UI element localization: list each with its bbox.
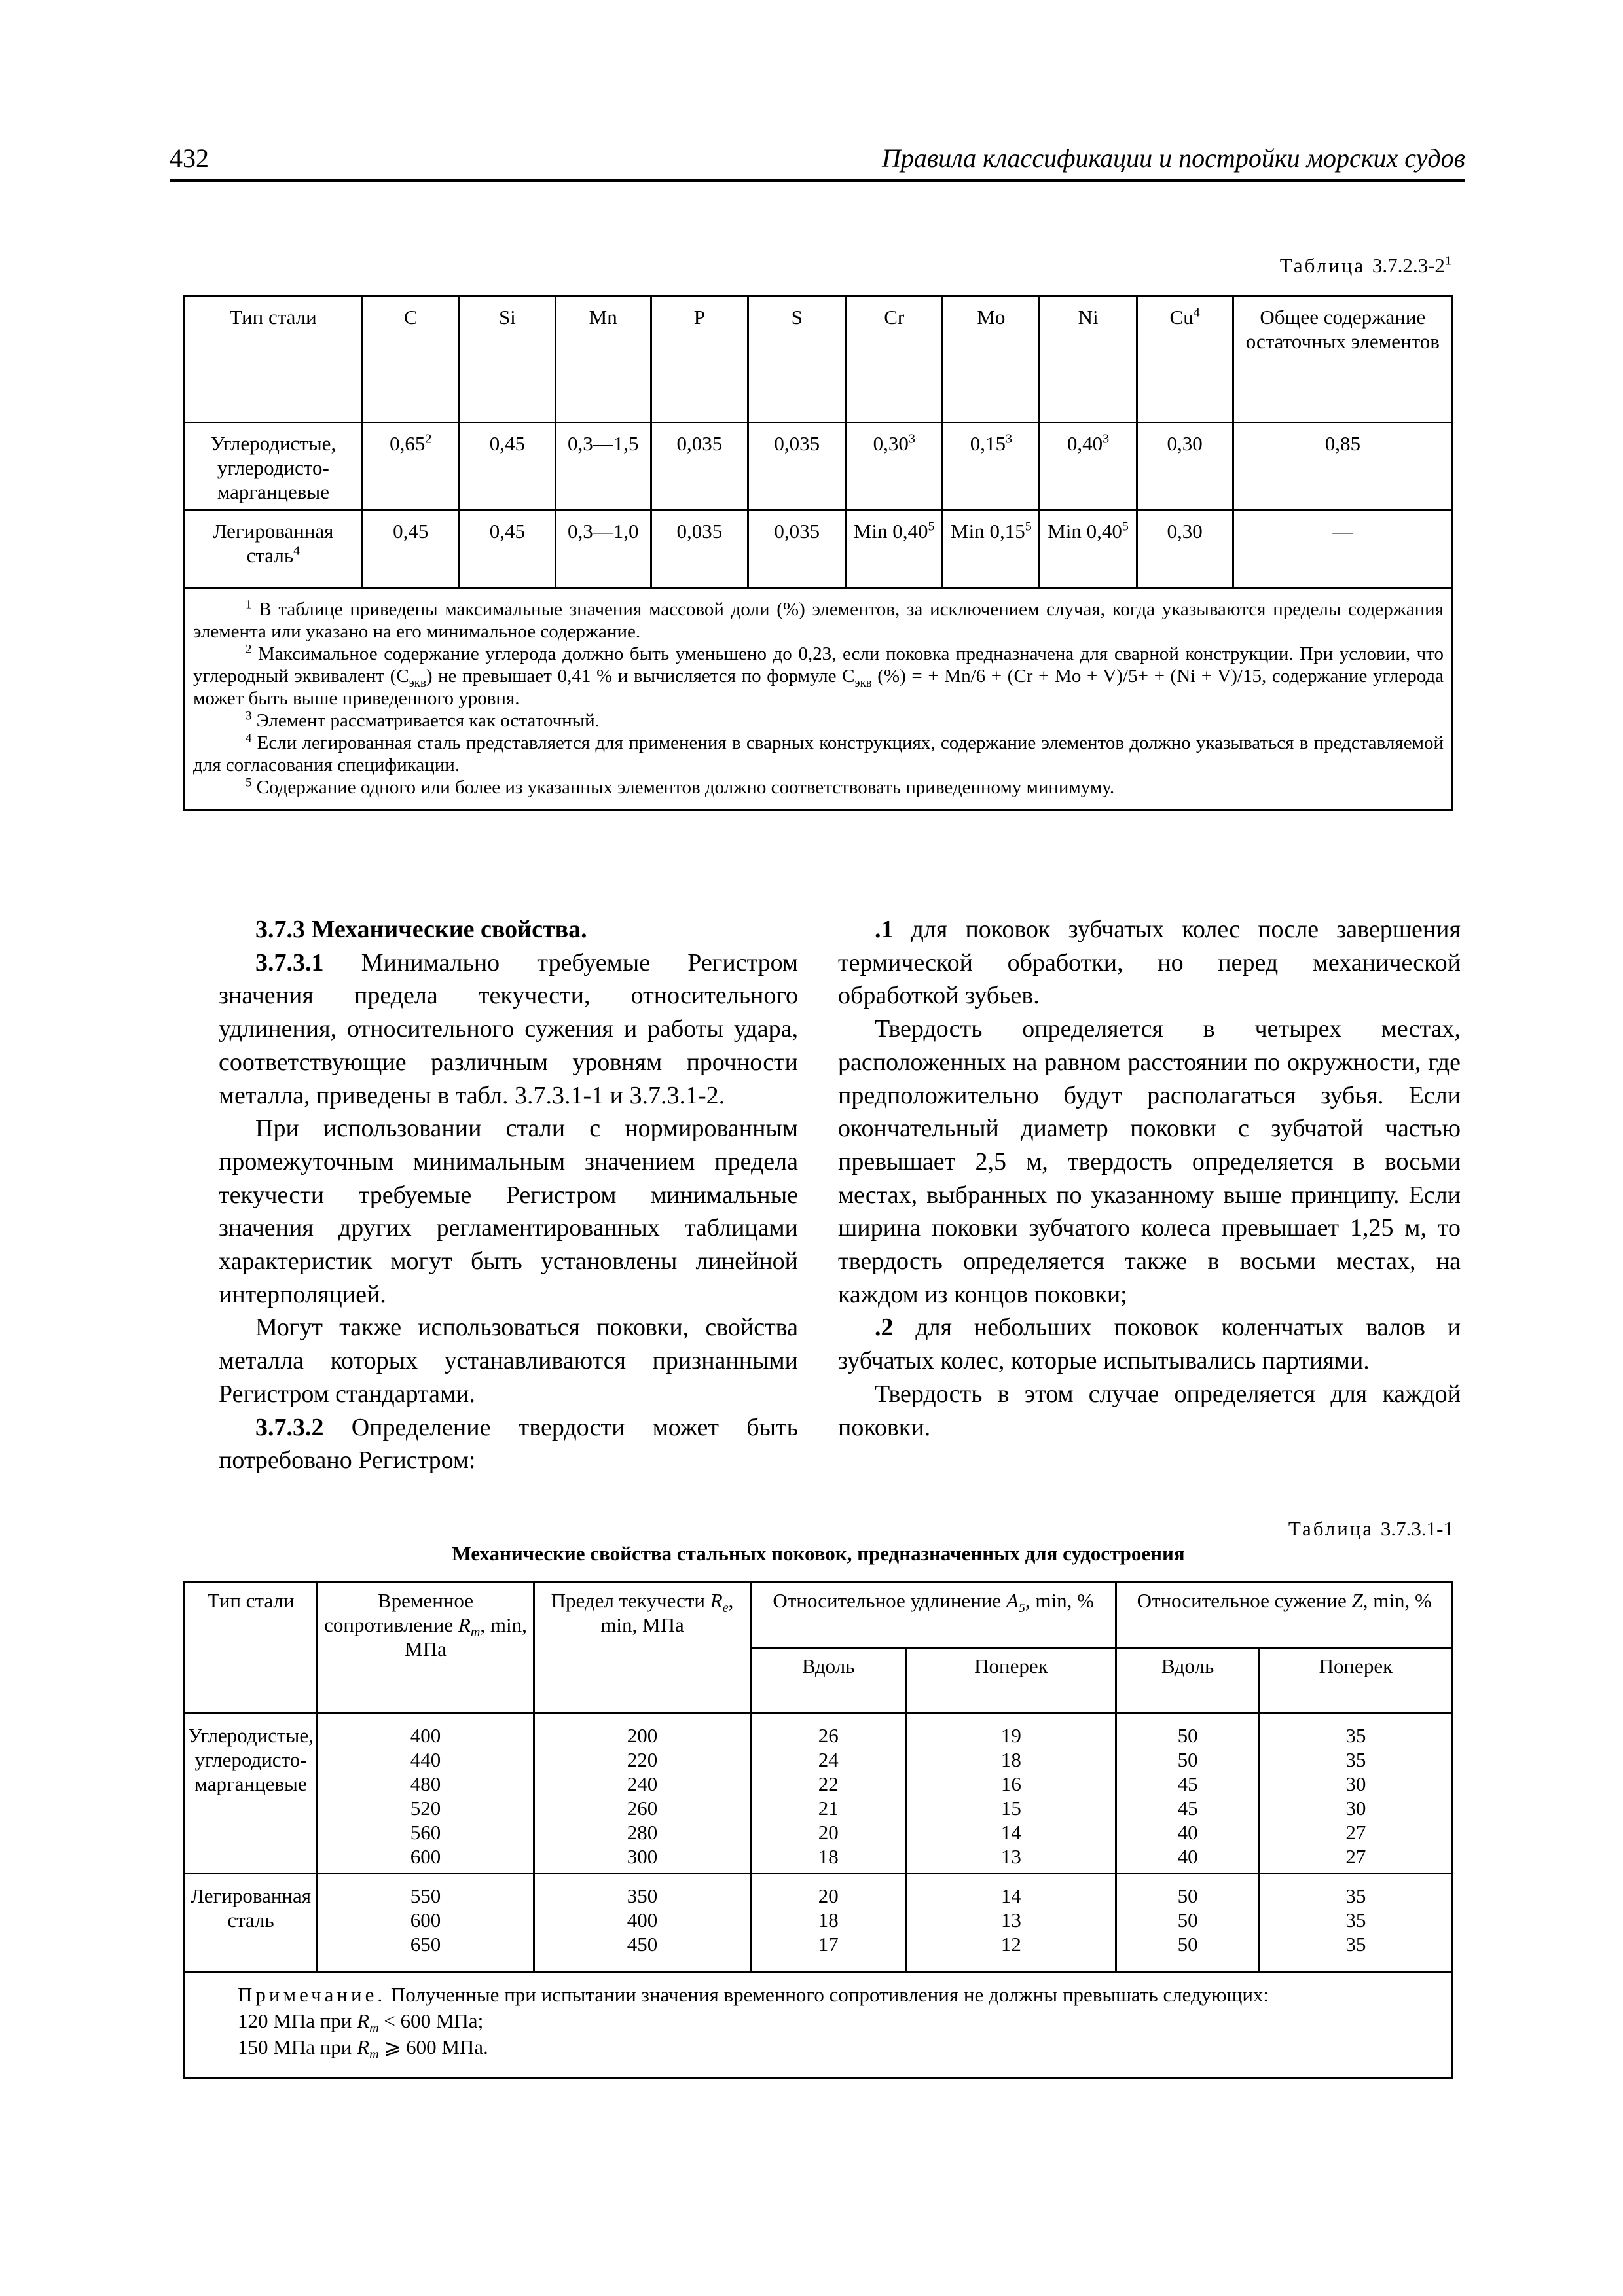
table-number: 3.7.3.1-1 — [1380, 1517, 1453, 1540]
table-cell: Углеродистые, углеродисто-марганцевые — [185, 423, 363, 511]
subscript: m — [470, 1625, 481, 1640]
table-row-group — [185, 1874, 1453, 1972]
header-z-across: Поперек — [1259, 1648, 1452, 1713]
symbol: $R_m$ — [357, 2009, 379, 2036]
column-header: Cr — [846, 296, 943, 423]
column-header: Ni — [1040, 296, 1137, 423]
cell-a5-along: 20 18 17 — [751, 1874, 906, 1972]
table-row — [185, 511, 1453, 588]
paragraph: 3.7.3.2 Определение твердости может быть потребовано Регистром: — [219, 1413, 798, 1475]
table-word: Таблица — [1279, 254, 1366, 277]
table-cell: 0,035 — [651, 423, 748, 511]
table-cell: 0,45 — [362, 511, 459, 588]
note-line: 150 МПа при $R_m$ ⩾ 600 МПа. — [238, 2036, 488, 2062]
footnote-ref: 3 — [1005, 431, 1013, 446]
header-rm: Временное сопротивление $R_m$, min, МПа — [318, 1583, 534, 1713]
paragraph-number: 3.7.3.1 — [255, 948, 324, 977]
running-title: Правила классификации и постройки морских судов — [881, 143, 1465, 173]
cell-a5-along: 26 24 22 21 20 18 — [751, 1713, 906, 1874]
subscript: m — [369, 2047, 379, 2062]
table-cell: 0,65$^2$ — [362, 423, 459, 511]
symbol: $R_e$ — [710, 1589, 729, 1616]
table-cell: — — [1233, 511, 1452, 588]
footnote-ref: 2 — [425, 431, 432, 446]
cell-type: Легированная сталь — [185, 1874, 318, 1972]
header-z-along: Вдоль — [1116, 1648, 1259, 1713]
cell-rm: 550 600 650 — [318, 1874, 534, 1972]
cell-a5-across: 14 13 12 — [906, 1874, 1116, 1972]
table2-caption: Механические свойства стальных поковок, предназначенных для судостроения — [452, 1542, 1185, 1565]
header-rule — [170, 179, 1465, 182]
cell-re: 350 400 450 — [534, 1874, 751, 1972]
table-row — [185, 423, 1453, 511]
paragraph: Могут также использоваться поковки, свойства металла которых устанавливаются признанными Регистром стандартами. — [219, 1314, 798, 1408]
symbol: $R_m$ — [357, 2036, 379, 2062]
header-a5: Относительное удлинение $A_5$, min, % — [751, 1583, 1116, 1648]
header-a5-along: Вдоль — [751, 1648, 906, 1713]
subscript: 5 — [1018, 1601, 1025, 1616]
cell-z-across: 35 35 30 30 27 27 — [1259, 1713, 1452, 1874]
table2-note — [185, 1972, 1453, 2079]
column-header: S — [748, 296, 846, 423]
table-cell: 0,40$^3$ — [1040, 423, 1137, 511]
header-a5-across: Поперек — [906, 1648, 1116, 1713]
table-cell: 0,035 — [748, 511, 846, 588]
footnote: $^5$ Содержание одного или более из указанных элементов должно соответствовать приведенному минимуму. — [246, 776, 1115, 798]
column-header: Si — [459, 296, 555, 423]
table1-label — [1280, 254, 1453, 278]
cell-a5-across: 19 18 16 15 14 13 — [906, 1713, 1116, 1874]
table-cell: 0,45 — [459, 423, 555, 511]
subscript: e — [722, 1601, 729, 1616]
text-column-right — [838, 913, 1461, 1444]
footnote-ref: 4 — [1193, 305, 1200, 320]
table-cell: 0,3—1,5 — [555, 423, 651, 511]
header-row — [185, 296, 1453, 423]
mechanical-properties-table — [183, 1581, 1453, 2079]
text-column-left — [219, 913, 798, 1477]
cell-z-along: 50 50 50 — [1116, 1874, 1259, 1972]
header-z: Относительное сужение Z, min, % — [1116, 1583, 1453, 1648]
subscript: m — [369, 2021, 379, 2036]
note-line: 120 МПа при $R_m < 600$ МПа; — [238, 2009, 484, 2036]
table-number: 3.7.2.3-2 — [1372, 254, 1445, 277]
column-header: P — [651, 296, 748, 423]
footnote-number: 4 — [246, 731, 252, 745]
paragraph: .2 для небольших поковок коленчатых валов и зубчатых колес, которые испытывались партиями. — [838, 1314, 1461, 1375]
cell-z-along: 50 50 45 45 40 40 — [1116, 1713, 1259, 1874]
footnote-number: 1 — [246, 598, 252, 612]
table-cell: 0,3—1,0 — [555, 511, 651, 588]
column-header: Тип стали — [185, 296, 363, 423]
page-number: 432 — [170, 143, 209, 173]
table-cell: 0,035 — [651, 511, 748, 588]
footnote-ref: 5 — [1122, 519, 1129, 534]
table-cell: Min 0,15$^5$ — [943, 511, 1040, 588]
column-header: Общее содержание остаточных элементов — [1233, 296, 1452, 423]
table-cell: 0,035 — [748, 423, 846, 511]
footnote-number: 3 — [246, 709, 252, 723]
symbol: $A_5$ — [1006, 1589, 1025, 1616]
header-re: Предел текучести $R_e$, min, МПа — [534, 1583, 751, 1713]
column-header: Mn — [555, 296, 651, 423]
footnote-ref: 1 — [1444, 253, 1453, 268]
footnote-ref: 3 — [1103, 431, 1110, 446]
paragraph: При использовании стали с нормированным промежуточным минимальным значением предела текучести требуемые Регистром минимальные значения других регламентированных таблицами характеристик могут быть установлены линейной интерполяцией. — [219, 1115, 798, 1308]
column-header: Cu$^4$ — [1137, 296, 1233, 423]
table-cell: 0,30 — [1137, 511, 1233, 588]
paragraph: Твердость в этом случае определяется для каждой поковки. — [838, 1380, 1461, 1441]
cell-re: 200 220 240 260 280 300 — [534, 1713, 751, 1874]
symbol: $R_m$ — [458, 1613, 481, 1640]
table-cell: 0,30 — [1137, 423, 1233, 511]
footnote: $^1$ В таблице приведены максимальные значения массовой доли (%) элементов, за исключением случая, когда указываются пределы содержания элемента или указано на его минимальное содержание. — [193, 598, 1444, 642]
symbol: Z — [1351, 1589, 1363, 1612]
footnote: $^3$ Элемент рассматривается как остаточный. — [246, 709, 600, 731]
column-header: Mo — [943, 296, 1040, 423]
paragraph-number: .1 — [875, 916, 894, 943]
table-cell: 0,85 — [1233, 423, 1452, 511]
paragraph — [219, 913, 798, 946]
paragraph-number: 3.7.3.2 — [255, 1413, 324, 1441]
footnote: $^2$ Максимальное содержание углерода должно быть уменьшено до 0,23, если поковка предназначена для сварной конструкции. При условии, что углеродный эквивалент $(C_{экв})$ не превышает 0,41 % и вычисляется по формуле $C_{экв}$ (%) = + Mn/6 + (Cr + Mo + V)/5+ + (Ni + V)/15, содержание углерода может быть выше приведенного уровня. — [193, 642, 1444, 709]
footnote-ref: 3 — [908, 431, 915, 446]
footnotes — [185, 588, 1453, 810]
paragraph-number: .2 — [875, 1314, 894, 1342]
table-cell: Min 0,40$^5$ — [1040, 511, 1137, 588]
cell-z-across: 35 35 35 — [1259, 1874, 1452, 1972]
table-cell: 0,45 — [459, 511, 555, 588]
footnote-number: 2 — [246, 642, 252, 656]
table2-label — [1288, 1517, 1453, 1541]
table-row-group — [185, 1713, 1453, 1874]
table-cell: Легированная сталь$^4$ — [185, 511, 363, 588]
footnote-ref: 5 — [1025, 519, 1032, 534]
footnote: $^4$ Если легированная сталь представляется для применения в сварных конструкциях, содержание элементов должно указываться в представляемой для согласования спецификации. — [193, 731, 1444, 776]
paragraph: .1 для поковок зубчатых колес после завершения термической обработки, но перед механической обработкой зубьев. — [838, 916, 1461, 1010]
cell-rm: 400 440 480 520 560 600 — [318, 1713, 534, 1874]
chemical-composition-table — [183, 295, 1453, 811]
cell-type: Углеродистые, углеродисто-марганцевые — [185, 1713, 318, 1874]
note-text: Полученные при испытании значения временного сопротивления не должны превышать следующих: — [390, 1983, 1269, 2006]
paragraph: 3.7.3.1 Минимально требуемые Регистром значения предела текучести, относительного удлинения, относительного сужения и работы удара, соответствующие различным уровням прочности металла, приведены в табл. 3.7.3.1-1 и 3.7.3.1-2. — [219, 948, 798, 1109]
table-cell: 0,30$^3$ — [846, 423, 943, 511]
footnote-ref: 5 — [928, 519, 935, 534]
header-steel-type: Тип стали — [185, 1583, 318, 1713]
footnote-number: 5 — [246, 776, 252, 790]
subscript: экв — [409, 675, 426, 690]
table-cell: 0,15$^3$ — [943, 423, 1040, 511]
paragraph: Твердость определяется в четырех местах, расположенных на равном расстоянии по окружности, где предположительно будут располагаться зубья. Если окончательный диаметр поковки с зубчатой частью превышает 2,5 м, твердость определяется в восьми местах, выбранных по указанному выше принципу. Если ширина поковки зубчатого колеса превышает 1,25 м, то твердость определяется также в восьми местах, на каждом из концов поковки; — [838, 1015, 1461, 1308]
note-label: Примечание. — [238, 1983, 386, 2006]
paragraph-number: 3.7.3 Механические свойства. — [255, 916, 587, 943]
column-header: C — [362, 296, 459, 423]
table-cell: Min 0,40$^5$ — [846, 511, 943, 588]
subscript: экв — [854, 675, 872, 690]
table-word: Таблица — [1288, 1517, 1374, 1540]
footnote-ref: 4 — [293, 543, 301, 558]
